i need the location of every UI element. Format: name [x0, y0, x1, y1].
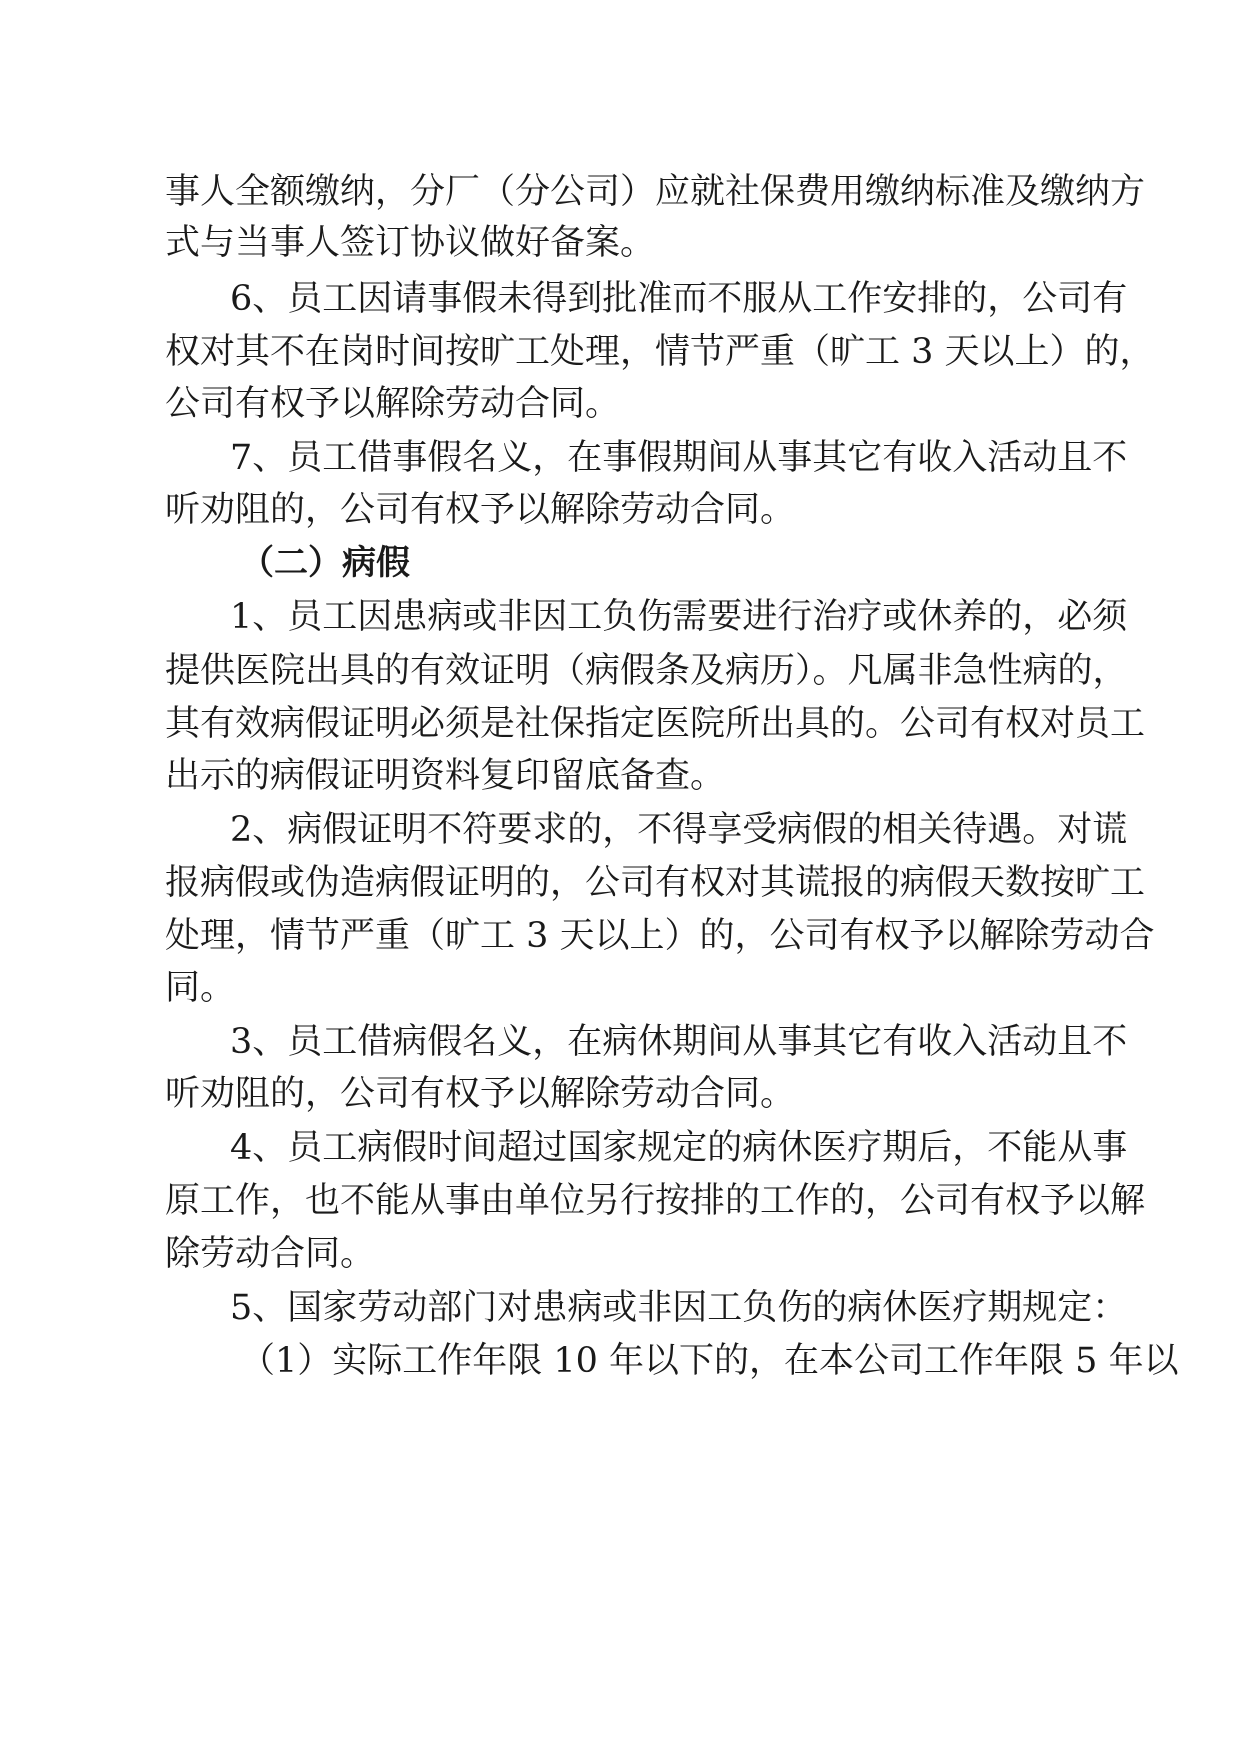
line-text: 除劳动合同。 [165, 1234, 376, 1274]
paragraph-line [165, 1234, 1080, 1274]
paragraph-line [165, 651, 1128, 691]
paragraph-line [240, 1341, 1179, 1381]
paragraph-line [165, 756, 1080, 796]
line-text: 处理，情节严重（旷工 3 天以上）的，公司有权予以解除劳动合 [165, 916, 1155, 956]
line-text: 2、病假证明不符要求的，不得享受病假的相关待遇。对谎 [230, 810, 1128, 850]
paragraph-line [230, 810, 1128, 850]
paragraph-line [165, 1181, 1146, 1221]
line-text: 听劝阻的，公司有权予以解除劳动合同。 [165, 1074, 796, 1114]
heading-text: （二）病假 [240, 543, 410, 583]
line-text: 报病假或伪造病假证明的，公司有权对其谎报的病假天数按旷工 [165, 863, 1146, 903]
line-text: 7、员工借事假名义，在事假期间从事其它有收入活动且不 [230, 438, 1128, 478]
paragraph-line [230, 1288, 1128, 1328]
paragraph-line [230, 597, 1128, 637]
paragraph-line [165, 384, 1080, 424]
paragraph-line [165, 332, 1155, 372]
paragraph-line [230, 279, 1128, 319]
line-text: 原工作，也不能从事由单位另行按排的工作的，公司有权予以解 [165, 1181, 1146, 1221]
line-text: 式与当事人签订协议做好备案。 [165, 223, 656, 263]
line-text: 权对其不在岗时间按旷工处理，情节严重（旷工 3 天以上）的， [165, 332, 1155, 372]
line-text: 3、员工借病假名义，在病休期间从事其它有收入活动且不 [230, 1022, 1128, 1062]
paragraph-line [165, 968, 1080, 1008]
paragraph-line [230, 1022, 1128, 1062]
section-heading [240, 543, 1155, 583]
paragraph-line [165, 863, 1146, 903]
paragraph-line [165, 223, 1080, 263]
line-text: 听劝阻的，公司有权予以解除劳动合同。 [165, 490, 796, 530]
paragraph-line [165, 1074, 1080, 1114]
paragraph-line [230, 1128, 1128, 1168]
line-text: 公司有权予以解除劳动合同。 [165, 384, 621, 424]
line-text: 1、员工因患病或非因工负伤需要进行治疗或休养的，必须 [230, 597, 1128, 637]
paragraph-line [165, 916, 1155, 956]
paragraph-line [165, 490, 1080, 530]
line-text: 5、国家劳动部门对患病或非因工负伤的病休医疗期规定： [230, 1288, 1128, 1328]
line-text: （1）实际工作年限 10 年以下的，在本公司工作年限 5 年以 [240, 1341, 1179, 1381]
paragraph-line [165, 704, 1146, 744]
paragraph-line [165, 172, 1146, 212]
line-text: 4、员工病假时间超过国家规定的病休医疗期后，不能从事 [230, 1128, 1128, 1168]
line-text: 事人全额缴纳，分厂（分公司）应就社保费用缴纳标准及缴纳方 [165, 172, 1146, 212]
line-text: 同。 [165, 968, 236, 1008]
line-text: 6、员工因请事假未得到批准而不服从工作安排的，公司有 [230, 279, 1128, 319]
line-text: 出示的病假证明资料复印留底备查。 [165, 756, 726, 796]
line-text: 其有效病假证明必须是社保指定医院所出具的。公司有权对员工 [165, 704, 1146, 744]
line-text: 提供医院出具的有效证明（病假条及病历）。凡属非急性病的， [165, 651, 1128, 691]
paragraph-line [230, 438, 1128, 478]
